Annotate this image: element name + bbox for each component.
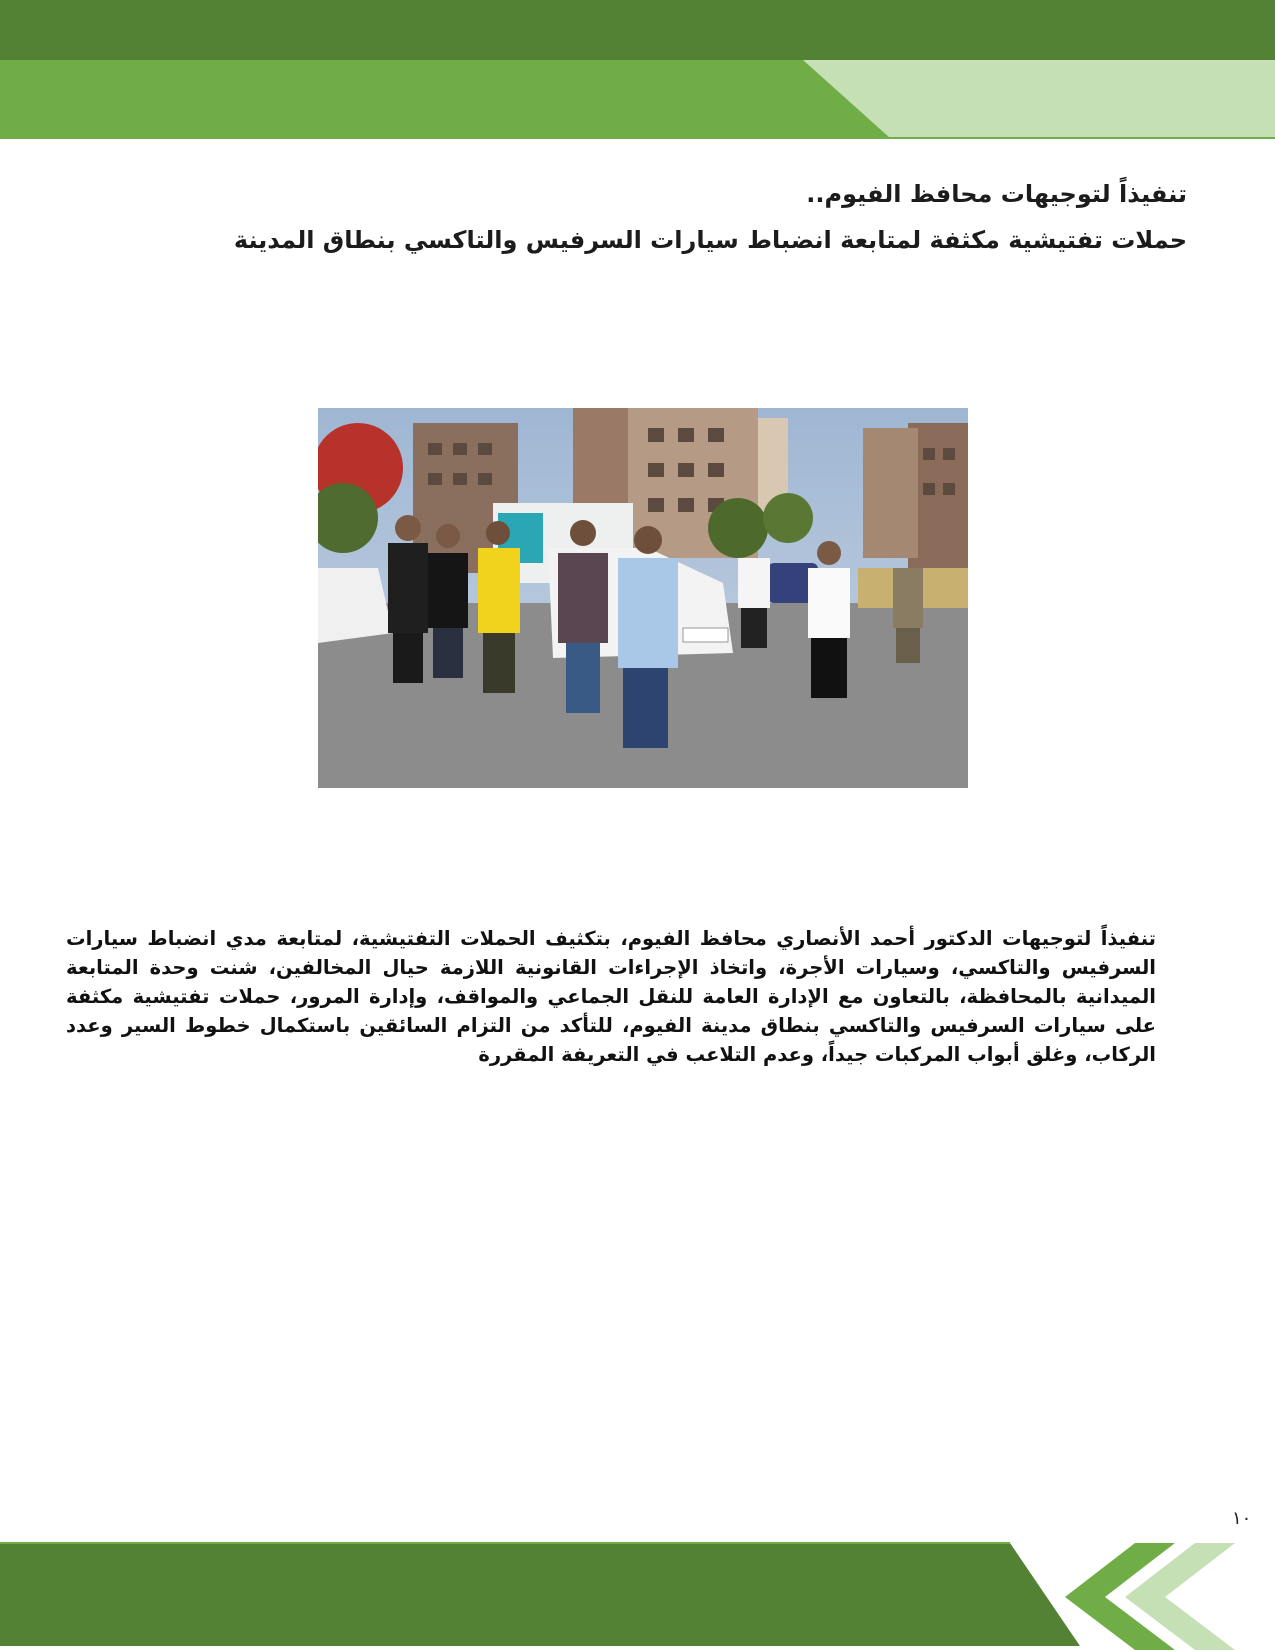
header-decorative-band [0,0,1275,142]
footer-decorative-band [0,1535,1275,1650]
headline-line-1: تنفيذاً لتوجيهات محافظ الفيوم.. [806,180,1187,208]
headline-line-2: حملات تفتيشية مكثفة لمتابعة انضباط سيارات السرفيس والتاكسي بنطاق المدينة [233,226,1187,254]
page-number: ١٠ [1232,1508,1252,1529]
chevron-left-icon [1065,1543,1235,1650]
article-photo [318,408,968,788]
article-body: تنفيذاً لتوجيهات الدكتور أحمد الأنصاري محافظ الفيوم، بتكثيف الحملات التفتيشية، لمتابعة مدي انضباط سيارات السرفيس والتاكسي، وسيارات الأجرة، واتخاذ الإجراءات القانونية اللازمة حيال المخالفين، شنت وحدة المتابعة الميدانية بالمحافظة، بالتعاون مع الإدارة العامة للنقل الجماعي والمواقف، وإدارة المرور، حملات تفتيشية مكثفة على سيارات السرفيس والتاكسي بنطاق مدينة الفيوم، للتأكد من التزام السائقين باستكمال خطوط السير وعدد الركاب، وغلق أبواب المركبات جيداً، وعدم التلاعب في التعريفة المقررة [66,927,1156,1066]
street-scene-image [318,408,968,788]
